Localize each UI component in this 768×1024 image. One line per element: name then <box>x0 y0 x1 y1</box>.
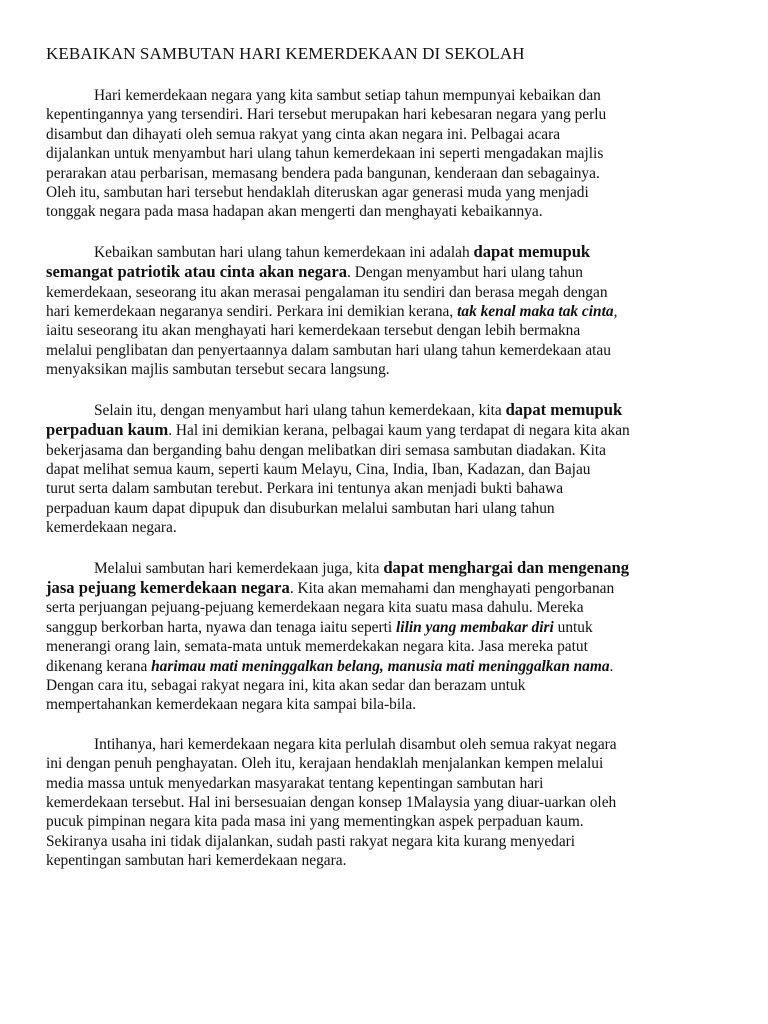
emphasis-bold: jasa pejuang kemerdekaan negara <box>46 577 290 597</box>
text-run: kemerdekaan negara. <box>46 519 177 537</box>
text-run: kepentingan sambutan hari kemerdekaan negara. <box>46 852 347 870</box>
text-line <box>46 125 726 144</box>
text-run: melalui penglibatan dan penyertaannya dalam sambutan hari ulang tahun kemerdekaan atau <box>46 341 611 359</box>
text-line <box>46 598 726 617</box>
text-line <box>46 793 726 812</box>
document-body <box>46 86 726 891</box>
paragraph <box>46 86 726 222</box>
text-line <box>46 558 726 578</box>
text-line <box>46 86 726 105</box>
text-run: disambut dan dihayati oleh semua rakyat yang cinta akan negara ini. Pelbagai acara <box>46 125 561 143</box>
paragraph <box>46 558 726 715</box>
text-line <box>46 499 726 518</box>
text-line <box>46 518 726 537</box>
text-line <box>46 441 726 460</box>
emphasis-peribahasa: lilin yang membakar diri <box>396 618 554 636</box>
paragraph <box>46 400 726 538</box>
text-run: kemerdekaan, seseorang itu akan merasai pengalaman itu sendiri dan berasa megah dengan <box>46 283 608 301</box>
text-run: tonggak negara pada masa hadapan akan mengerti dan menghayati kebaikannya. <box>46 203 543 221</box>
text-run: . Dengan menyambut hari ulang tahun <box>347 264 583 282</box>
text-run: perpaduan kaum dapat dipupuk dan disuburkan melalui sambutan hari ulang tahun <box>46 499 555 517</box>
text-run: pucuk pimpinan negara kita pada masa ini yang mementingkan aspek perpaduan kaum. <box>46 813 584 831</box>
text-line <box>46 302 726 321</box>
text-run: untuk <box>553 618 593 636</box>
text-line <box>46 774 726 793</box>
text-run: mempertahankan kemerdekaan negara kita sampai bila-bila. <box>46 696 417 714</box>
text-run: dapat melihat semua kaum, seperti kaum Melayu, Cina, India, Iban, Kadazan, dan Bajau <box>46 460 591 478</box>
text-run: Intihanya, hari kemerdekaan negara kita perlulah disambut oleh semua rakyat negara <box>94 735 617 753</box>
text-run: kemerdekaan tersebut. Hal ini bersesuaian dengan konsep 1Malaysia yang diuar-uarkan oleh <box>46 794 617 811</box>
text-run: iaitu seseorang itu akan menghayati hari kemerdekaan tersebut dengan lebih bermakna <box>46 322 581 340</box>
text-line <box>46 420 726 440</box>
text-run: menerangi orang lain, semata-mata untuk memerdekakan negara kita. Jasa mereka patut <box>46 638 588 656</box>
paragraph <box>46 242 726 380</box>
text-run: hari kemerdekaan negaranya sendiri. Perkara ini demikian kerana, <box>46 303 458 321</box>
text-line <box>46 695 726 714</box>
text-line <box>46 618 726 637</box>
text-run: dijalankan untuk menyambut hari ulang tahun kemerdekaan ini seperti mengadakan majlis <box>46 145 604 163</box>
emphasis-peribahasa: tak kenal maka tak cinta <box>457 303 614 321</box>
text-line <box>46 812 726 831</box>
text-run: kepentingannya yang tersendiri. Hari tersebut merupakan hari kebesaran negara yang perlu <box>46 106 607 124</box>
text-run: ini dengan penuh penghayatan. Oleh itu, kerajaan hendaklah menjalankan kempen melalui <box>46 755 604 773</box>
emphasis-bold: dapat memupuk <box>505 399 623 419</box>
emphasis-peribahasa: harimau mati meninggalkan belang, manusia mati meninggalkan nama <box>151 657 610 675</box>
emphasis-bold: dapat memupuk <box>473 241 591 261</box>
text-line <box>46 832 726 851</box>
text-run: sanggup berkorban harta, nyawa dan tenaga iaitu seperti <box>46 618 397 636</box>
text-run: dikenang kerana <box>46 657 152 675</box>
text-line <box>46 144 726 163</box>
text-run: bekerjasama dan berganding bahu dengan melibatkan diri semasa sambutan diadakan. Kita <box>46 441 606 459</box>
text-line <box>46 283 726 302</box>
text-run: perarakan atau perbarisan, memasang bendera pada bangunan, kenderaan dan sebagainya. <box>46 164 600 182</box>
text-line <box>46 578 726 598</box>
text-line <box>46 341 726 360</box>
text-run: Oleh itu, sambutan hari tersebut hendaklah diteruskan agar generasi muda yang menjadi <box>46 184 589 202</box>
text-run: Selain itu, dengan menyambut hari ulang tahun kemerdekaan, kita <box>94 401 506 419</box>
text-run: . <box>609 657 614 675</box>
text-run: Dengan cara itu, sebagai rakyat negara ini, kita akan sedar dan berazam untuk <box>46 676 526 694</box>
paragraph <box>46 735 726 871</box>
text-line <box>46 676 726 695</box>
text-line <box>46 242 726 262</box>
text-run: Kebaikan sambutan hari ulang tahun kemerdekaan ini adalah <box>94 243 474 261</box>
text-line <box>46 637 726 656</box>
text-line <box>46 754 726 773</box>
text-line <box>46 400 726 420</box>
text-run: . Kita akan memahami dan menghayati pengorbanan <box>289 579 615 597</box>
document-title: KEBAIKAN SAMBUTAN HARI KEMERDEKAAN DI SEKOLAH <box>46 44 525 63</box>
text-run: . Hal ini demikian kerana, pelbagai kaum yang terdapat di negara kita akan <box>168 422 630 440</box>
text-run: menyaksikan majlis sambutan tersebut secara langsung. <box>46 361 390 379</box>
text-run: , <box>613 303 618 321</box>
emphasis-bold: dapat menghargai dan mengenang <box>383 557 630 577</box>
text-line <box>46 460 726 479</box>
emphasis-bold: semangat patriotik atau cinta akan negara <box>46 262 347 282</box>
text-line <box>46 183 726 202</box>
text-line <box>46 321 726 340</box>
text-line <box>46 657 726 676</box>
text-line <box>46 202 726 221</box>
text-line <box>46 105 726 124</box>
text-run: serta perjuangan pejuang-pejuang kemerdekaan negara kita suatu masa dahulu. Mereka <box>46 599 584 617</box>
text-line <box>46 851 726 870</box>
text-run: Sekiranya usaha ini tidak dijalankan, sudah pasti rakyat negara kita kurang menyedari <box>46 832 576 850</box>
emphasis-bold: perpaduan kaum <box>46 420 169 440</box>
text-run: Hari kemerdekaan negara yang kita sambut setiap tahun mempunyai kebaikan dan <box>94 87 601 104</box>
text-line <box>46 479 726 498</box>
text-line <box>46 262 726 282</box>
text-line <box>46 735 726 754</box>
text-run: media massa untuk menyedarkan masyarakat tentang kepentingan sambutan hari <box>46 774 544 792</box>
text-line <box>46 360 726 379</box>
text-run: Melalui sambutan hari kemerdekaan juga, kita <box>94 559 384 577</box>
text-run: turut serta dalam sambutan terebut. Perkara ini tentunya akan menjadi bukti bahawa <box>46 480 564 498</box>
text-line <box>46 164 726 183</box>
